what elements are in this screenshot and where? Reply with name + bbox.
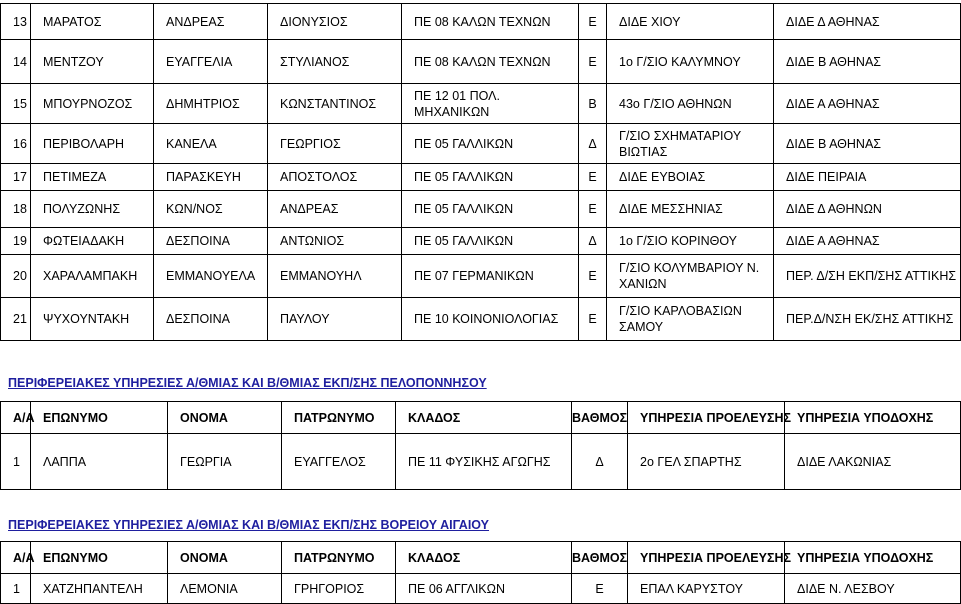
cell-proeleusi: 1ο Γ/ΣΙΟ ΚΑΛΥΜΝΟΥ bbox=[607, 40, 774, 84]
cell-aa: 15 bbox=[1, 84, 31, 124]
cell-klados: ΠΕ 08 ΚΑΛΩΝ ΤΕΧΝΩΝ bbox=[402, 4, 579, 40]
cell-patronymo: ΓΕΩΡΓΙΟΣ bbox=[268, 124, 402, 164]
header-eponymo: ΕΠΩΝΥΜΟ bbox=[31, 542, 168, 574]
cell-onoma: ΛΕΜΟΝΙΑ bbox=[168, 574, 282, 604]
cell-proeleusi: 2ο ΓΕΛ ΣΠΑΡΤΗΣ bbox=[628, 434, 785, 490]
cell-aa: 19 bbox=[1, 228, 31, 255]
cell-eponymo: ΠΟΛΥΖΩΝΗΣ bbox=[31, 191, 154, 228]
cell-patronymo: ΕΥΑΓΓΕΛΟΣ bbox=[282, 434, 396, 490]
table-row bbox=[1, 124, 961, 164]
cell-ypodoxi: ΔΙΔΕ Δ ΑΘΗΝΑΣ bbox=[774, 4, 961, 40]
cell-patronymo: ΕΜΜΑΝΟΥΗΛ bbox=[268, 255, 402, 298]
cell-patronymo: ΓΡΗΓΟΡΙΟΣ bbox=[282, 574, 396, 604]
table-row bbox=[1, 298, 961, 341]
cell-eponymo: ΧΑΡΑΛΑΜΠΑΚΗ bbox=[31, 255, 154, 298]
cell-klados: ΠΕ 05 ΓΑΛΛΙΚΩΝ bbox=[402, 124, 579, 164]
table-row bbox=[1, 434, 961, 490]
cell-aa: 1 bbox=[1, 574, 31, 604]
header-proeleusi: ΥΠΗΡΕΣΙΑ ΠΡΟΕΛΕΥΣΗΣ bbox=[628, 542, 785, 574]
transfer-table-main bbox=[0, 3, 961, 341]
header-proeleusi: ΥΠΗΡΕΣΙΑ ΠΡΟΕΛΕΥΣΗΣ bbox=[628, 402, 785, 434]
table-row bbox=[1, 84, 961, 124]
header-patronymo: ΠΑΤΡΩΝΥΜΟ bbox=[282, 402, 396, 434]
cell-patronymo: ΚΩΝΣΤΑΝΤΙΝΟΣ bbox=[268, 84, 402, 124]
cell-proeleusi: ΔΙΔΕ ΧΙΟΥ bbox=[607, 4, 774, 40]
cell-vathmos: Ε bbox=[579, 164, 607, 191]
cell-ypodoxi: ΔΙΔΕ Α ΑΘΗΝΑΣ bbox=[774, 228, 961, 255]
table-row bbox=[1, 40, 961, 84]
header-klados: ΚΛΑΔΟΣ bbox=[396, 542, 572, 574]
cell-aa: 21 bbox=[1, 298, 31, 341]
cell-aa: 14 bbox=[1, 40, 31, 84]
cell-eponymo: ΜΠΟΥΡΝΟΖΟΣ bbox=[31, 84, 154, 124]
cell-eponymo: ΨΥΧΟΥΝΤΑΚΗ bbox=[31, 298, 154, 341]
cell-proeleusi: ΔΙΔΕ ΕΥΒΟΙΑΣ bbox=[607, 164, 774, 191]
cell-ypodoxi: ΔΙΔΕ Β ΑΘΗΝΑΣ bbox=[774, 40, 961, 84]
table-header-row bbox=[1, 402, 961, 434]
cell-eponymo: ΜΑΡΑΤΟΣ bbox=[31, 4, 154, 40]
cell-patronymo: ΑΝΤΩΝΙΟΣ bbox=[268, 228, 402, 255]
cell-klados: ΠΕ 08 ΚΑΛΩΝ ΤΕΧΝΩΝ bbox=[402, 40, 579, 84]
cell-aa: 18 bbox=[1, 191, 31, 228]
table-row bbox=[1, 4, 961, 40]
header-eponymo: ΕΠΩΝΥΜΟ bbox=[31, 402, 168, 434]
cell-patronymo: ΑΠΟΣΤΟΛΟΣ bbox=[268, 164, 402, 191]
cell-onoma: ΠΑΡΑΣΚΕΥΗ bbox=[154, 164, 268, 191]
cell-vathmos: Ε bbox=[572, 574, 628, 604]
cell-klados: ΠΕ 06 ΑΓΓΛΙΚΩΝ bbox=[396, 574, 572, 604]
cell-aa: 1 bbox=[1, 434, 31, 490]
cell-proeleusi: 43ο Γ/ΣΙΟ ΑΘΗΝΩΝ bbox=[607, 84, 774, 124]
cell-aa: 17 bbox=[1, 164, 31, 191]
cell-patronymo: ΠΑΥΛΟΥ bbox=[268, 298, 402, 341]
cell-onoma: ΔΕΣΠΟΙΝΑ bbox=[154, 298, 268, 341]
cell-vathmos: Ε bbox=[579, 40, 607, 84]
header-onoma: ΟΝΟΜΑ bbox=[168, 402, 282, 434]
cell-klados: ΠΕ 05 ΓΑΛΛΙΚΩΝ bbox=[402, 164, 579, 191]
header-vathmos: ΒΑΘΜΟΣ bbox=[572, 402, 628, 434]
cell-onoma: ΚΩΝ/ΝΟΣ bbox=[154, 191, 268, 228]
cell-onoma: ΔΕΣΠΟΙΝΑ bbox=[154, 228, 268, 255]
cell-onoma: ΓΕΩΡΓΙΑ bbox=[168, 434, 282, 490]
cell-ypodoxi: ΔΙΔΕ Δ ΑΘΗΝΩΝ bbox=[774, 191, 961, 228]
cell-patronymo: ΑΝΔΡΕΑΣ bbox=[268, 191, 402, 228]
table-row bbox=[1, 164, 961, 191]
table-row bbox=[1, 228, 961, 255]
cell-onoma: ΑΝΔΡΕΑΣ bbox=[154, 4, 268, 40]
table-row bbox=[1, 191, 961, 228]
cell-ypodoxi: ΔΙΔΕ ΠΕΙΡΑΙΑ bbox=[774, 164, 961, 191]
table-row bbox=[1, 255, 961, 298]
transfer-table-peloponnisos bbox=[0, 401, 961, 490]
cell-onoma: ΕΥΑΓΓΕΛΙΑ bbox=[154, 40, 268, 84]
cell-vathmos: Β bbox=[579, 84, 607, 124]
cell-onoma: ΕΜΜΑΝΟΥΕΛΑ bbox=[154, 255, 268, 298]
cell-aa: 20 bbox=[1, 255, 31, 298]
cell-klados: ΠΕ 12 01 ΠΟΛ. ΜΗΧΑΝΙΚΩΝ bbox=[402, 84, 579, 124]
header-aa: Α/Α bbox=[1, 542, 31, 574]
section-title-peloponnisos: ΠΕΡΙΦΕΡΕΙΑΚΕΣ ΥΠΗΡΕΣΙΕΣ Α/ΘΜΙΑΣ ΚΑΙ Β/ΘΜΙΑΣ ΕΚΠ/ΣΗΣ ΠΕΛΟΠΟΝΝΗΣΟΥ bbox=[8, 376, 487, 390]
cell-ypodoxi: ΠΕΡ.Δ/ΝΣΗ ΕΚ/ΣΗΣ ΑΤΤΙΚΗΣ bbox=[774, 298, 961, 341]
cell-proeleusi: Γ/ΣΙΟ ΚΑΡΛΟΒΑΣΙΩΝ ΣΑΜΟΥ bbox=[607, 298, 774, 341]
cell-vathmos: Δ bbox=[579, 124, 607, 164]
cell-klados: ΠΕ 07 ΓΕΡΜΑΝΙΚΩΝ bbox=[402, 255, 579, 298]
cell-eponymo: ΧΑΤΖΗΠΑΝΤΕΛΗ bbox=[31, 574, 168, 604]
header-ypodoxi: ΥΠΗΡΕΣΙΑ ΥΠΟΔΟΧΗΣ bbox=[785, 402, 961, 434]
header-aa: Α/Α bbox=[1, 402, 31, 434]
cell-vathmos: Δ bbox=[572, 434, 628, 490]
cell-eponymo: ΦΩΤΕΙΑΔΑΚΗ bbox=[31, 228, 154, 255]
cell-vathmos: Ε bbox=[579, 298, 607, 341]
cell-onoma: ΔΗΜΗΤΡΙΟΣ bbox=[154, 84, 268, 124]
cell-ypodoxi: ΠΕΡ. Δ/ΣΗ ΕΚΠ/ΣΗΣ ΑΤΤΙΚΗΣ bbox=[774, 255, 961, 298]
table-row bbox=[1, 574, 961, 604]
header-ypodoxi: ΥΠΗΡΕΣΙΑ ΥΠΟΔΟΧΗΣ bbox=[785, 542, 961, 574]
cell-aa: 13 bbox=[1, 4, 31, 40]
transfer-table-voreio-aigaio bbox=[0, 541, 961, 604]
cell-aa: 16 bbox=[1, 124, 31, 164]
cell-eponymo: ΠΕΤΙΜΕΖΑ bbox=[31, 164, 154, 191]
cell-patronymo: ΣΤΥΛΙΑΝΟΣ bbox=[268, 40, 402, 84]
cell-ypodoxi: ΔΙΔΕ Α ΑΘΗΝΑΣ bbox=[774, 84, 961, 124]
cell-eponymo: ΜΕΝΤΖΟΥ bbox=[31, 40, 154, 84]
header-patronymo: ΠΑΤΡΩΝΥΜΟ bbox=[282, 542, 396, 574]
header-klados: ΚΛΑΔΟΣ bbox=[396, 402, 572, 434]
cell-vathmos: Ε bbox=[579, 191, 607, 228]
cell-klados: ΠΕ 05 ΓΑΛΛΙΚΩΝ bbox=[402, 228, 579, 255]
cell-proeleusi: Γ/ΣΙΟ ΚΟΛΥΜΒΑΡΙΟΥ Ν. ΧΑΝΙΩΝ bbox=[607, 255, 774, 298]
cell-proeleusi: Γ/ΣΙΟ ΣΧΗΜΑΤΑΡΙΟΥ ΒΙΩΤΙΑΣ bbox=[607, 124, 774, 164]
table-header-row bbox=[1, 542, 961, 574]
cell-proeleusi: 1ο Γ/ΣΙΟ ΚΟΡΙΝΘΟΥ bbox=[607, 228, 774, 255]
header-onoma: ΟΝΟΜΑ bbox=[168, 542, 282, 574]
cell-vathmos: Δ bbox=[579, 228, 607, 255]
cell-onoma: ΚΑΝΕΛΑ bbox=[154, 124, 268, 164]
section-title-voreio-aigaio: ΠΕΡΙΦΕΡΕΙΑΚΕΣ ΥΠΗΡΕΣΙΕΣ Α/ΘΜΙΑΣ ΚΑΙ Β/ΘΜΙΑΣ ΕΚΠ/ΣΗΣ ΒΟΡΕΙΟΥ ΑΙΓΑΙΟΥ bbox=[8, 518, 490, 532]
cell-patronymo: ΔΙΟΝΥΣΙΟΣ bbox=[268, 4, 402, 40]
cell-klados: ΠΕ 11 ΦΥΣΙΚΗΣ ΑΓΩΓΗΣ bbox=[396, 434, 572, 490]
cell-klados: ΠΕ 05 ΓΑΛΛΙΚΩΝ bbox=[402, 191, 579, 228]
cell-vathmos: Ε bbox=[579, 255, 607, 298]
cell-ypodoxi: ΔΙΔΕ Β ΑΘΗΝΑΣ bbox=[774, 124, 961, 164]
cell-klados: ΠΕ 10 ΚΟΙΝΟΝΙΟΛΟΓΙΑΣ bbox=[402, 298, 579, 341]
header-vathmos: ΒΑΘΜΟΣ bbox=[572, 542, 628, 574]
cell-eponymo: ΛΑΠΠΑ bbox=[31, 434, 168, 490]
cell-proeleusi: ΔΙΔΕ ΜΕΣΣΗΝΙΑΣ bbox=[607, 191, 774, 228]
cell-eponymo: ΠΕΡΙΒΟΛΑΡΗ bbox=[31, 124, 154, 164]
cell-ypodoxi: ΔΙΔΕ ΛΑΚΩΝΙΑΣ bbox=[785, 434, 961, 490]
cell-vathmos: Ε bbox=[579, 4, 607, 40]
cell-proeleusi: ΕΠΑΛ ΚΑΡΥΣΤΟΥ bbox=[628, 574, 785, 604]
cell-ypodoxi: ΔΙΔΕ Ν. ΛΕΣΒΟΥ bbox=[785, 574, 961, 604]
